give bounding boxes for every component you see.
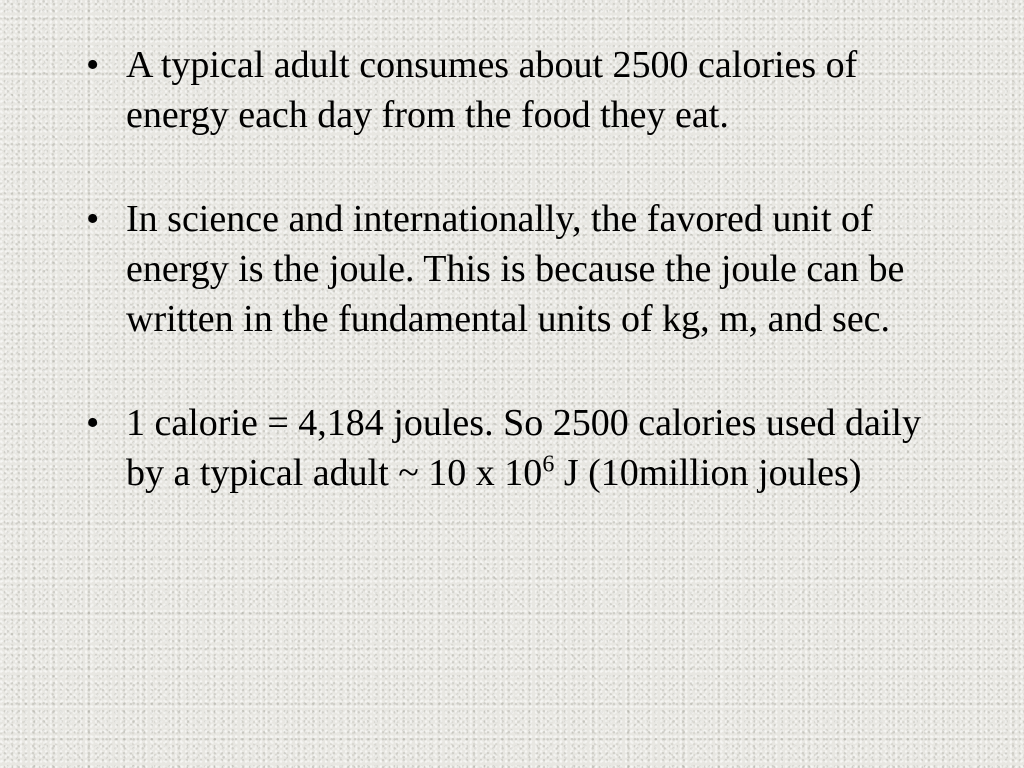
bullet-text-3-after: J (10million joules) (554, 452, 862, 494)
bullet-list (86, 40, 926, 552)
bullet-marker: • (86, 44, 100, 86)
bullet-text-2: In science and internationally, the favored unit of energy is the joule. This is because the joule can be written in the fundamental units of kg, m, and sec. (126, 198, 905, 340)
bullet-marker: • (86, 402, 100, 444)
bullet-item-3 (86, 398, 926, 498)
bullet-marker: • (86, 198, 100, 240)
bullet-item-2 (86, 194, 926, 344)
bullet-text-1: A typical adult consumes about 2500 calories of energy each day from the food they eat. (126, 44, 858, 136)
bullet-text-3-before: 1 calorie = 4,184 joules. So 2500 calories used daily by a typical adult ~ 10 x 10 (126, 402, 921, 494)
exponent: 6 (542, 451, 555, 478)
bullet-item-1 (86, 40, 926, 140)
